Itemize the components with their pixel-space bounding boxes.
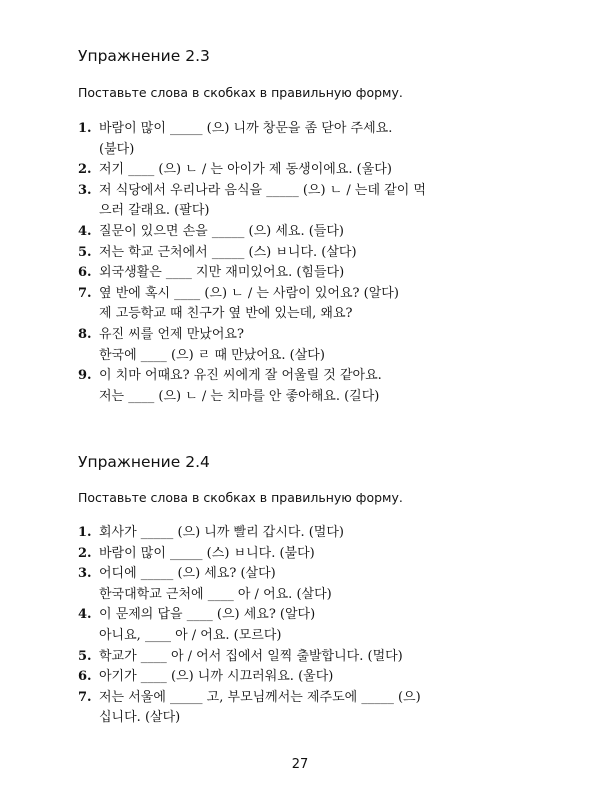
- page-number: 27: [291, 757, 309, 772]
- exercise-instruction: Поставьте слова в скобках в правильную форму.: [78, 490, 403, 505]
- item-number: 1.: [78, 525, 92, 540]
- item-text: 어디에 _____ (으) 세요? (살다): [99, 566, 276, 582]
- item-text: 학교가 ____ 아 / 어서 집에서 일찍 출발합니다. (멀다): [99, 648, 403, 664]
- item-text: 아기가 ____ (으) 니까 시끄러워요. (울다): [99, 669, 334, 685]
- item-number: 3.: [78, 182, 92, 198]
- item-text: 제 고등학교 때 친구가 옆 반에 있는데, 왜요?: [99, 306, 353, 322]
- item-text: 유진 씨를 언제 만났어요?: [99, 326, 244, 342]
- exercise-item: [78, 605, 538, 646]
- exercise-item: [78, 564, 538, 605]
- item-number: 8.: [78, 326, 92, 342]
- exercise-instruction: Поставьте слова в скобках в правильную форму.: [78, 85, 403, 100]
- item-text: 저는 학교 근처에서 _____ (스) ㅂ니다. (살다): [99, 244, 357, 260]
- item-text: 회사가 _____ (으) 니까 빨리 갑시다. (멀다): [99, 525, 344, 540]
- item-number: 2.: [78, 545, 92, 561]
- item-text: 저 식당에서 우리나라 음식을 _____ (으) ㄴ / 는데 같이 먹: [99, 182, 426, 198]
- item-text: 저는 서울에 _____ 고, 부모님께서는 제주도에 _____ (으): [99, 689, 421, 705]
- exercise-item: [78, 119, 538, 160]
- exercise-items: [78, 523, 538, 729]
- exercise-item: [78, 647, 538, 668]
- item-number: 4.: [78, 607, 92, 623]
- exercise-item: [78, 160, 538, 181]
- exercise-item: [78, 544, 538, 565]
- item-number: 5.: [78, 244, 92, 260]
- exercise-item: [78, 523, 538, 544]
- item-number: 6.: [78, 265, 92, 281]
- item-text: 으러 갈래요. (팔다): [99, 203, 210, 219]
- item-text: 이 치마 어때요? 유진 씨에게 잘 어울릴 것 같아요.: [99, 368, 382, 384]
- exercise-heading: Упражнение 2.3: [78, 47, 210, 65]
- exercise-item: [78, 181, 538, 222]
- item-text: 저기 ____ (으) ㄴ / 는 아이가 제 동생이에요. (울다): [99, 162, 392, 178]
- item-text: 십니다. (살다): [99, 710, 181, 726]
- exercise-item: [78, 284, 538, 325]
- exercise-items: [78, 119, 538, 407]
- item-text: 저는 ____ (으) ㄴ / 는 치마를 안 좋아해요. (길다): [99, 388, 380, 404]
- item-number: 6.: [78, 669, 92, 685]
- item-number: 9.: [78, 368, 92, 384]
- exercise-item: [78, 243, 538, 264]
- item-text: 바람이 많이 _____ (스) ㅂ니다. (불다): [99, 545, 315, 561]
- exercise-2-3: [78, 44, 538, 407]
- item-text: 바람이 많이 _____ (으) 니까 창문을 좀 닫아 주세요.: [99, 121, 393, 136]
- item-number: 1.: [78, 121, 92, 136]
- item-number: 3.: [78, 566, 92, 582]
- item-text: (불다): [99, 141, 135, 157]
- exercise-item: [78, 688, 538, 729]
- item-number: 4.: [78, 223, 92, 239]
- exercise-item: [78, 366, 538, 407]
- exercise-heading: Упражнение 2.4: [78, 453, 210, 471]
- exercise-2-4: [78, 450, 538, 729]
- item-number: 5.: [78, 648, 92, 664]
- item-text: 옆 반에 혹시 ____ (으) ㄴ / 는 사람이 있어요? (알다): [99, 285, 399, 301]
- item-number: 7.: [78, 285, 92, 301]
- exercise-item: [78, 325, 538, 366]
- item-text: 한국에 ____ (으) ㄹ 때 만났어요. (살다): [99, 347, 325, 363]
- exercise-item: [78, 263, 538, 284]
- item-text: 외국생활은 ____ 지만 재미있어요. (힘들다): [99, 265, 345, 281]
- item-text: 한국대학교 근처에 ____ 아 / 어요. (살다): [99, 586, 332, 602]
- item-number: 7.: [78, 689, 92, 705]
- exercise-item: [78, 667, 538, 688]
- item-number: 2.: [78, 162, 92, 178]
- item-text: 질문이 있으면 손을 _____ (으) 세요. (들다): [99, 223, 344, 239]
- item-text: 아니요, ____ 아 / 어요. (모르다): [99, 627, 282, 643]
- item-text: 이 문제의 답을 ____ (으) 세요? (알다): [99, 607, 316, 623]
- exercise-item: [78, 222, 538, 243]
